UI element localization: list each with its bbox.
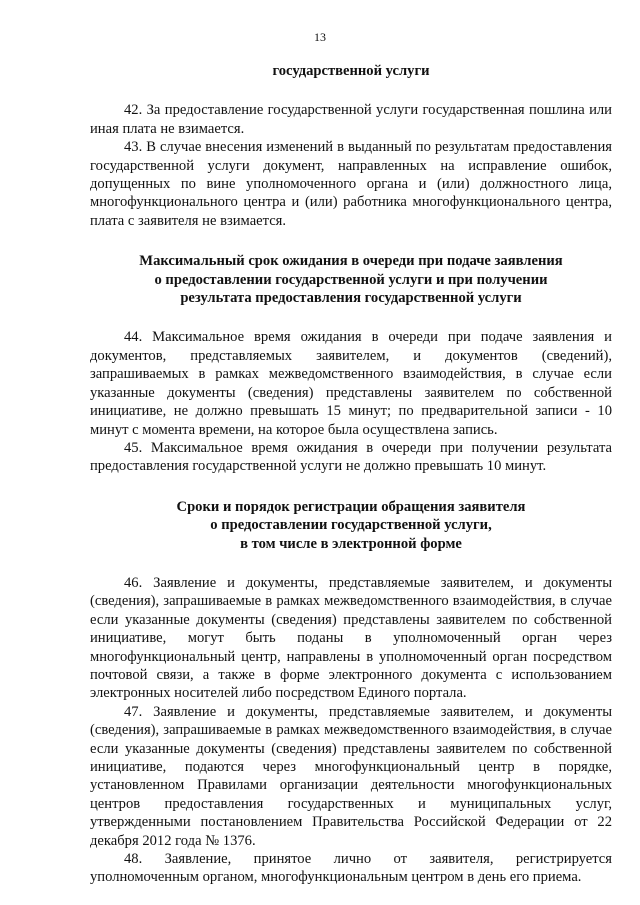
paragraph-46: 46. Заявление и документы, представляемые заявителем, и документы (сведения), запрашиваемые в рамках межведомственного взаимодействия, в случае если указанные документы (сведения) представлены заявителем по собственной инициативе, могут быть поданы в уполномоченный орган через многофункциональный центр, направлены в уполномоченный орган посредством почтовой связи, а также в форме электронного документа с использованием электронных носителей либо посредством Единого портала.	[90, 574, 612, 702]
section-title-line: Сроки и порядок регистрации обращения заявителя	[176, 498, 526, 515]
section-title-registration	[90, 498, 612, 553]
section-heading-continuation: государственной услуги	[272, 63, 430, 79]
paragraph-48: 48. Заявление, принятое лично от заявителя, регистрируется уполномоченным органом, многофункциональным центром в день его приема.	[90, 851, 612, 886]
section-title-max-wait-time	[90, 252, 612, 307]
page-number: 13	[314, 30, 326, 44]
section-title-line: в том числе в электронной форме	[240, 535, 462, 552]
section-title-line: о предоставлении государственной услуги и при получении	[154, 271, 548, 288]
section-title-line: Максимальный срок ожидания в очереди при подаче заявления	[139, 253, 563, 270]
paragraph-42: 42. За предоставление государственной услуги государственная пошлина или иная плата не взимается.	[90, 102, 612, 137]
paragraph-43: 43. В случае внесения изменений в выданный по результатам предоставления государственной услуги документ, направленных на исправление ошибок, допущенных по вине уполномоченного органа и (или) должностного лица, многофункционального центра и (или) работника многофункционального центра, плата с заявителя не взимается.	[90, 139, 612, 229]
paragraph-47: 47. Заявление и документы, представляемые заявителем, и документы (сведения), запрашиваемые в рамках межведомственного взаимодействия, в случае если указанные документы (сведения) представлены заявителем по собственной инициативе, подаются через многофункциональный центр в порядке, установленном Правилами организации деятельности многофункциональных центров предоставления государственных и муниципальных услуг, утвержденными постановлением Правительства Российской Федерации от 22 декабря 2012 года № 1376.	[90, 703, 612, 849]
paragraph-44: 44. Максимальное время ожидания в очереди при подаче заявления и документов, представляемых заявителем, и документов (сведений), запрашиваемых в рамках межведомственного взаимодействия, в случае если указанные документы (сведения) представлены заявителем по собственной инициативе, не должно превышать 15 минут; по предварительной записи - 10 минут с момента времени, на которое была осуществлена запись.	[90, 329, 612, 438]
section-title-line: о предоставлении государственной услуги,	[210, 517, 492, 534]
section-title-line: результата предоставления государственной услуги	[180, 290, 522, 307]
document-body	[90, 62, 612, 887]
paragraph-45: 45. Максимальное время ожидания в очереди при получении результата предоставления государственной услуги не должно превышать 10 минут.	[90, 439, 612, 475]
